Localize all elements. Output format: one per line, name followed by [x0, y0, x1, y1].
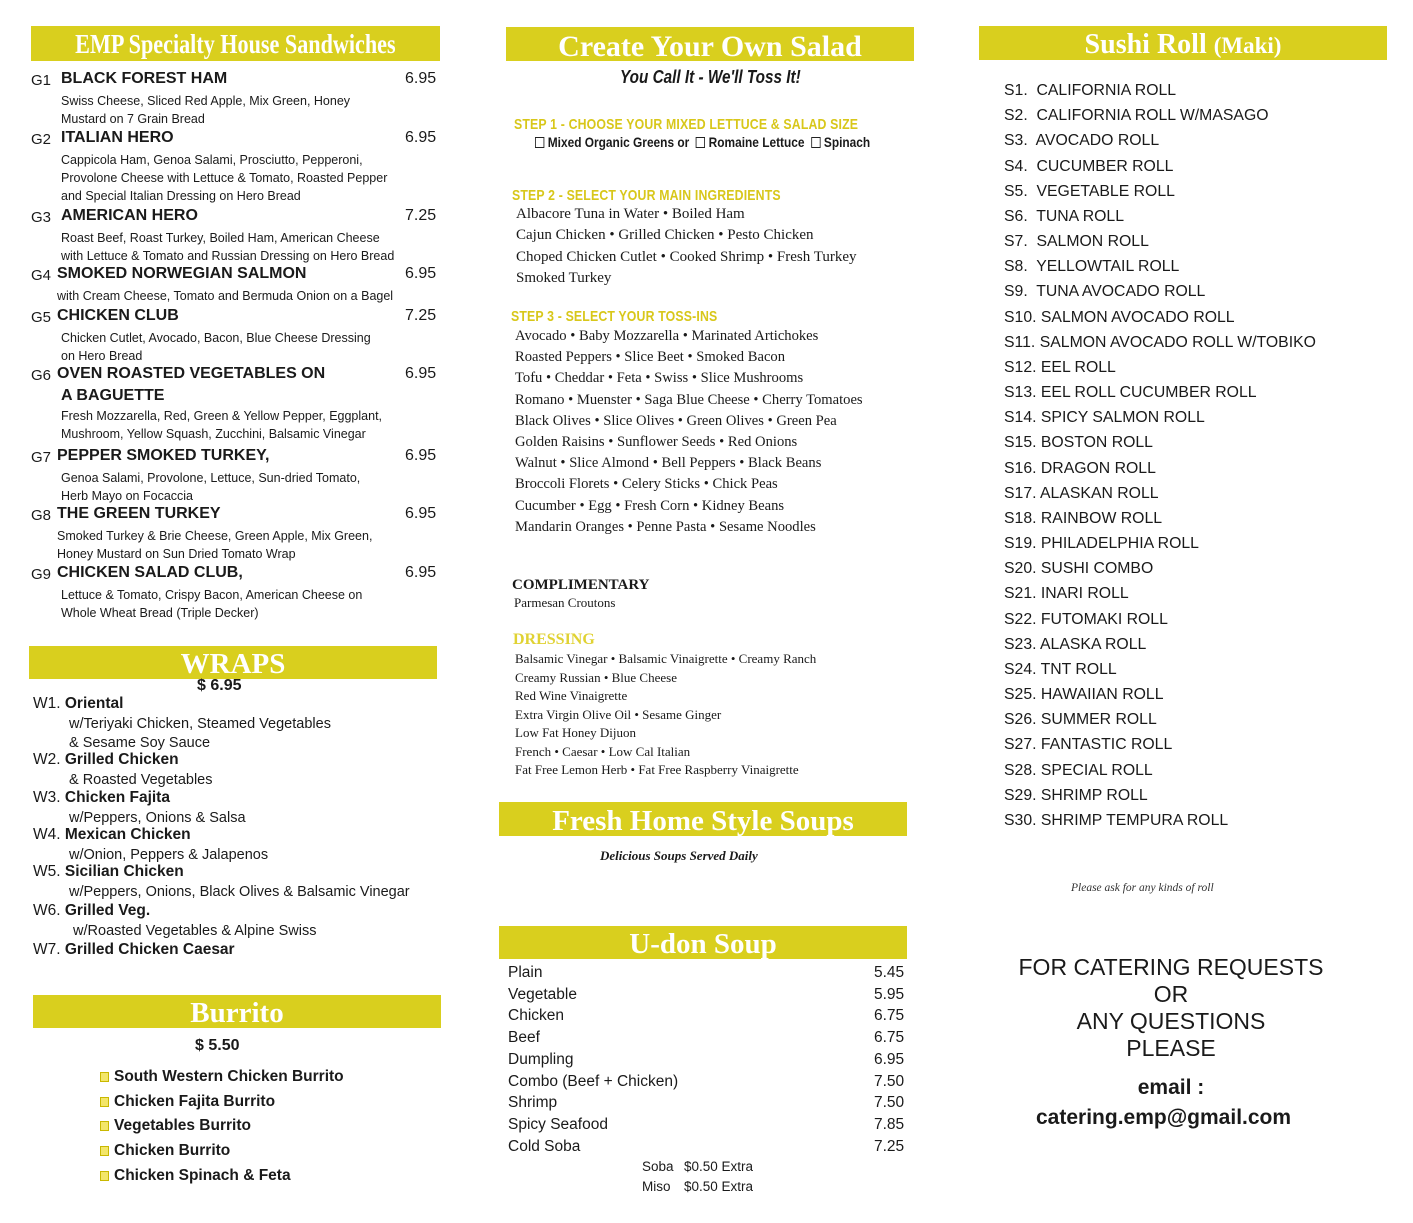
sandwich-name-cont: A BAGUETTE	[61, 387, 165, 404]
wrap-code: W1.	[33, 695, 65, 712]
wrap-code: W5.	[33, 863, 65, 880]
sandwich-desc: Lettuce & Tomato, Crispy Bacon, American Cheese on Whole Wheat Bread (Triple Decker)	[61, 588, 363, 620]
toss-in-line: Golden Raisins • Sunflower Seeds • Red Onions	[515, 434, 798, 451]
sandwich-price: 6.95	[405, 447, 437, 464]
bullet-icon	[100, 1146, 109, 1156]
toss-in-line: Black Olives • Slice Olives • Green Olives • Green Pea	[515, 412, 837, 429]
udon-price: 7.25	[874, 1137, 905, 1155]
udon-price: 6.75	[874, 1029, 905, 1047]
sushi-item: S10. SALMON AVOCADO ROLL	[1004, 308, 1235, 326]
dressing-list	[515, 650, 816, 780]
udon-name: Vegetable	[508, 985, 577, 1003]
sushi-item: S28. SPECIAL ROLL	[1004, 761, 1153, 779]
dressing-line: Balsamic Vinegar • Balsamic Vinaigrette • Creamy Ranch	[515, 651, 817, 666]
udon-price: 7.85	[874, 1115, 905, 1133]
sushi-item: S22. FUTOMAKI ROLL	[1004, 610, 1168, 628]
catering-line: FOR CATERING REQUESTS	[1018, 954, 1324, 980]
udon-price: 7.50	[874, 1094, 905, 1112]
burrito-item	[100, 1093, 275, 1111]
ingredient-line: Smoked Turkey	[516, 269, 612, 286]
sushi-item: S6. TUNA ROLL	[1004, 207, 1124, 225]
burrito-item	[100, 1068, 344, 1086]
sandwich-desc: Smoked Turkey & Brie Cheese, Green Apple, Mix Green, Honey Mustard on Sun Dried Tomato Wrap	[57, 529, 373, 561]
sushi-item: S13. EEL ROLL CUCUMBER ROLL	[1004, 384, 1257, 402]
wrap-desc: w/Teriyaki Chicken, Steamed Vegetables & Sesame Soy Sauce	[69, 716, 331, 751]
sandwich-code: G5	[31, 309, 52, 326]
sandwich-code: G6	[31, 367, 52, 384]
sandwich-code: G7	[31, 449, 52, 466]
wrap-desc: & Roasted Vegetables	[69, 772, 213, 788]
sushi-item: S30. SHRIMP TEMPURA ROLL	[1004, 811, 1229, 829]
dressing-line: French • Caesar • Low Cal Italian	[515, 743, 691, 759]
wraps-price: $ 6.95	[197, 677, 242, 694]
soups-title: Fresh Home Style Soups	[552, 805, 854, 837]
sushi-item: S5. VEGETABLE ROLL	[1004, 182, 1175, 200]
toss-in-line: Cucumber • Egg • Fresh Corn • Kidney Beans	[515, 497, 785, 514]
dressing-line: Extra Virgin Olive Oil • Sesame Ginger	[515, 706, 722, 722]
sandwich-desc: Swiss Cheese, Sliced Red Apple, Mix Green, Honey Mustard on 7 Grain Bread	[61, 94, 351, 126]
sandwich-name: AMERICAN HERO	[61, 207, 198, 224]
sushi-item: S1. CALIFORNIA ROLL	[1004, 82, 1177, 99]
ingredient-line: Cajun Chicken • Grilled Chicken • Pesto Chicken	[516, 227, 814, 244]
option-spinach: Spinach	[823, 134, 871, 150]
extra-price: $0.50 Extra	[684, 1159, 754, 1174]
catering-line: OR	[1153, 981, 1189, 1007]
sushi-item: S2. CALIFORNIA ROLL W/MASAGO	[1004, 107, 1269, 125]
sandwich-name: PEPPER SMOKED TURKEY,	[57, 447, 270, 464]
burrito-name: Chicken Burrito	[114, 1142, 231, 1160]
burrito-header	[33, 995, 441, 1028]
wrap-name: Oriental	[64, 695, 124, 712]
udon-name: Plain	[508, 964, 543, 981]
salad-tagline: You Call It - We'll Toss It!	[620, 67, 801, 87]
sandwich-price: 6.95	[405, 70, 437, 87]
burrito-name: Chicken Fajita Burrito	[114, 1092, 276, 1110]
wraps-header	[29, 646, 437, 679]
step2-list	[516, 204, 857, 289]
sandwich-name: ITALIAN HERO	[61, 129, 174, 146]
sushi-item: S20. SUSHI COMBO	[1004, 560, 1154, 578]
sandwich-price: 6.95	[405, 505, 437, 522]
extra-name: Soba	[642, 1159, 674, 1174]
toss-in-line: Avocado • Baby Mozzarella • Marinated Artichokes	[515, 328, 819, 344]
sandwich-desc: with Cream Cheese, Tomato and Bermuda Onion on a Bagel	[57, 289, 394, 303]
wrap-name: Grilled Chicken	[64, 751, 179, 768]
sandwich-name: CHICKEN SALAD CLUB,	[57, 564, 243, 581]
wrap-code: W7.	[33, 941, 65, 958]
wrap-item	[33, 695, 123, 713]
burrito-name: South Western Chicken Burrito	[114, 1068, 344, 1085]
sandwich-code: G9	[31, 566, 52, 583]
wrap-name: Sicilian Chicken	[64, 863, 184, 880]
sandwich-desc: Roast Beef, Roast Turkey, Boiled Ham, American Cheese with Lettuce & Tomato and Russian Dressing on Hero Bread	[61, 231, 395, 263]
wraps-title: WRAPS	[180, 648, 286, 680]
wrap-desc: w/Peppers, Onions & Salsa	[69, 810, 246, 826]
sandwich-price: 6.95	[405, 365, 437, 382]
sushi-item: S3. AVOCADO ROLL	[1004, 132, 1160, 150]
catering-line: PLEASE	[1126, 1035, 1216, 1061]
sushi-item: S14. SPICY SALMON ROLL	[1004, 409, 1205, 427]
bullet-icon	[100, 1097, 109, 1107]
sandwich-name: CHICKEN CLUB	[57, 307, 179, 324]
bullet-icon	[100, 1171, 109, 1181]
wrap-name: Grilled Veg.	[64, 902, 151, 919]
sandwich-price: 7.25	[405, 307, 437, 324]
sandwich-desc: Genoa Salami, Provolone, Lettuce, Sun-dried Tomato, Herb Mayo on Focaccia	[61, 471, 361, 503]
sandwich-price: 6.95	[405, 564, 437, 581]
wrap-code: W2.	[33, 751, 65, 768]
catering-email-link[interactable]: catering.emp@gmail.com	[1036, 1106, 1292, 1129]
burrito-item	[100, 1117, 251, 1135]
dressing-heading: DRESSING	[513, 631, 595, 648]
burrito-item	[100, 1167, 291, 1185]
complimentary-item: Parmesan Croutons	[514, 595, 616, 610]
toss-in-line: Romano • Muenster • Saga Blue Cheese • Cherry Tomatoes	[515, 391, 863, 408]
wrap-code: W3.	[33, 789, 65, 806]
wrap-item	[33, 863, 184, 881]
udon-name: Dumpling	[508, 1050, 574, 1068]
sushi-item: S24. TNT ROLL	[1004, 660, 1117, 678]
wrap-desc: w/Onion, Peppers & Jalapenos	[69, 847, 269, 863]
wrap-item	[33, 789, 170, 807]
udon-header	[499, 926, 907, 959]
sandwiches-title: EMP Specialty House Sandwiches	[75, 29, 396, 59]
sushi-header	[979, 26, 1387, 60]
sandwich-code: G3	[31, 209, 52, 226]
wrap-code: W6.	[33, 902, 65, 919]
sushi-title: Sushi Roll	[1084, 29, 1207, 60]
toss-in-line: Broccoli Florets • Celery Sticks • Chick Peas	[515, 476, 778, 493]
salad-header	[506, 27, 914, 61]
burrito-price: $ 5.50	[195, 1037, 240, 1054]
udon-title: U-don Soup	[629, 928, 777, 960]
udon-price: 7.50	[874, 1072, 905, 1090]
wrap-item	[33, 902, 150, 920]
sushi-item: S11. SALMON AVOCADO ROLL W/TOBIKO	[1004, 333, 1316, 351]
udon-price: 6.95	[874, 1050, 905, 1068]
toss-in-line: Roasted Peppers • Slice Beet • Smoked Bacon	[515, 349, 786, 366]
dressing-line: Creamy Russian • Blue Cheese	[515, 669, 677, 685]
sandwich-desc: Chicken Cutlet, Avocado, Bacon, Blue Cheese Dressing on Hero Bread	[61, 331, 371, 363]
sushi-item: S7. SALMON ROLL	[1004, 233, 1149, 251]
sushi-item: S4. CUCUMBER ROLL	[1004, 157, 1174, 175]
dressing-line: Fat Free Lemon Herb • Fat Free Raspberry Vinaigrette	[515, 762, 799, 777]
udon-name: Combo (Beef + Chicken)	[508, 1072, 679, 1090]
salad-title: Create Your Own Salad	[558, 30, 862, 63]
sandwiches-header	[31, 26, 440, 61]
sandwich-desc: Cappicola Ham, Genoa Salami, Prosciutto, Pepperoni, Provolone Cheese with Lettuce & Tomato, Roasted Pepper and Special Italian Dressing on Hero Bread	[61, 153, 388, 203]
complimentary-heading: COMPLIMENTARY	[512, 577, 650, 593]
sushi-title-suffix: (Maki)	[1213, 33, 1282, 58]
udon-name: Beef	[508, 1029, 540, 1047]
sandwich-price: 6.95	[405, 265, 437, 282]
sandwich-desc: Fresh Mozzarella, Red, Green & Yellow Pepper, Eggplant, Mushroom, Yellow Squash, Zucchini, Balsamic Vinegar	[61, 409, 383, 441]
wrap-name: Mexican Chicken	[64, 826, 191, 843]
toss-in-line: Walnut • Slice Almond • Bell Peppers • Black Beans	[515, 455, 822, 472]
step1-options	[535, 134, 870, 150]
step2-heading: STEP 2 - SELECT YOUR MAIN INGREDIENTS	[512, 187, 781, 204]
burrito-item	[100, 1142, 230, 1160]
sushi-item: S23. ALASKA ROLL	[1004, 635, 1147, 653]
sushi-item: S29. SHRIMP ROLL	[1004, 786, 1148, 804]
sushi-item: S12. EEL ROLL	[1004, 358, 1116, 376]
sandwich-code: G1	[31, 72, 52, 89]
option-mixed-greens: Mixed Organic Greens or	[547, 134, 690, 150]
soups-header	[499, 802, 907, 836]
bullet-icon	[100, 1121, 109, 1131]
sandwich-price: 7.25	[405, 207, 437, 224]
udon-name: Chicken	[508, 1007, 564, 1025]
step3-heading: STEP 3 - SELECT YOUR TOSS-INS	[511, 308, 718, 325]
sushi-item: S16. DRAGON ROLL	[1004, 459, 1156, 477]
checkbox-mixed-greens[interactable]	[535, 137, 544, 148]
dressing-line: Red Wine Vinaigrette	[515, 688, 628, 703]
wrap-item	[33, 941, 235, 959]
sushi-item: S9. TUNA AVOCADO ROLL	[1004, 283, 1206, 301]
burrito-title: Burrito	[190, 997, 284, 1029]
udon-name: Spicy Seafood	[508, 1115, 608, 1133]
wrap-code: W4.	[33, 826, 65, 843]
sandwich-name: SMOKED NORWEGIAN SALMON	[57, 265, 307, 282]
sushi-item: S8. YELLOWTAIL ROLL	[1004, 258, 1180, 276]
sushi-item: S25. HAWAIIAN ROLL	[1004, 686, 1164, 704]
toss-in-line: Tofu • Cheddar • Feta • Swiss • Slice Mushrooms	[515, 370, 804, 387]
sushi-item: S15. BOSTON ROLL	[1004, 434, 1153, 452]
wrap-item	[33, 826, 191, 844]
sandwich-code: G8	[31, 507, 52, 524]
toss-in-line: Mandarin Oranges • Penne Pasta • Sesame Noodles	[515, 518, 816, 535]
soups-subtitle: Delicious Soups Served Daily	[600, 848, 758, 863]
wrap-desc: w/Peppers, Onions, Black Olives & Balsamic Vinegar	[69, 884, 410, 900]
dressing-line: Low Fat Honey Dijuon	[515, 725, 636, 740]
wrap-item	[33, 751, 179, 769]
sushi-item: S17. ALASKAN ROLL	[1004, 484, 1159, 502]
sushi-item: S26. SUMMER ROLL	[1004, 711, 1157, 729]
sushi-item: S21. INARI ROLL	[1004, 585, 1129, 603]
sandwich-name: OVEN ROASTED VEGETABLES ON	[57, 365, 326, 382]
sushi-item: S27. FANTASTIC ROLL	[1004, 736, 1173, 754]
checkbox-spinach[interactable]	[811, 137, 820, 148]
sushi-note: Please ask for any kinds of roll	[1071, 882, 1214, 894]
udon-name: Shrimp	[508, 1094, 558, 1112]
burrito-name: Chicken Spinach & Feta	[114, 1166, 291, 1184]
catering-email-label: email :	[1137, 1076, 1205, 1099]
udon-price: 6.75	[874, 1007, 905, 1025]
ingredient-line: Albacore Tuna in Water • Boiled Ham	[516, 206, 745, 222]
catering-line: ANY QUESTIONS	[1076, 1008, 1266, 1034]
ingredient-line: Choped Chicken Cutlet • Cooked Shrimp • Fresh Turkey	[516, 248, 857, 265]
sandwich-name: THE GREEN TURKEY	[57, 505, 221, 522]
burrito-name: Vegetables Burrito	[114, 1117, 251, 1135]
udon-price: 5.95	[874, 985, 905, 1003]
sandwich-code: G4	[31, 267, 52, 284]
sushi-item: S18. RAINBOW ROLL	[1004, 509, 1163, 527]
extra-price: $0.50 Extra	[684, 1179, 754, 1194]
sandwich-price: 6.95	[405, 129, 437, 146]
bullet-icon	[100, 1072, 109, 1082]
wrap-desc: w/Roasted Vegetables & Alpine Swiss	[69, 923, 317, 939]
udon-name: Cold Soba	[508, 1137, 581, 1155]
checkbox-romaine[interactable]	[696, 137, 705, 148]
option-romaine: Romaine Lettuce	[708, 134, 805, 150]
wrap-name: Chicken Fajita	[64, 789, 170, 806]
sandwich-code: G2	[31, 131, 52, 148]
udon-price: 5.45	[874, 964, 905, 981]
step3-list	[515, 326, 863, 538]
extra-name: Miso	[642, 1179, 671, 1194]
sandwich-name: BLACK FOREST HAM	[61, 70, 228, 87]
sushi-item: S19. PHILADELPHIA ROLL	[1004, 535, 1199, 553]
step1-heading: STEP 1 - CHOOSE YOUR MIXED LETTUCE & SALAD SIZE	[514, 116, 859, 133]
wrap-name: Grilled Chicken Caesar	[64, 941, 235, 958]
